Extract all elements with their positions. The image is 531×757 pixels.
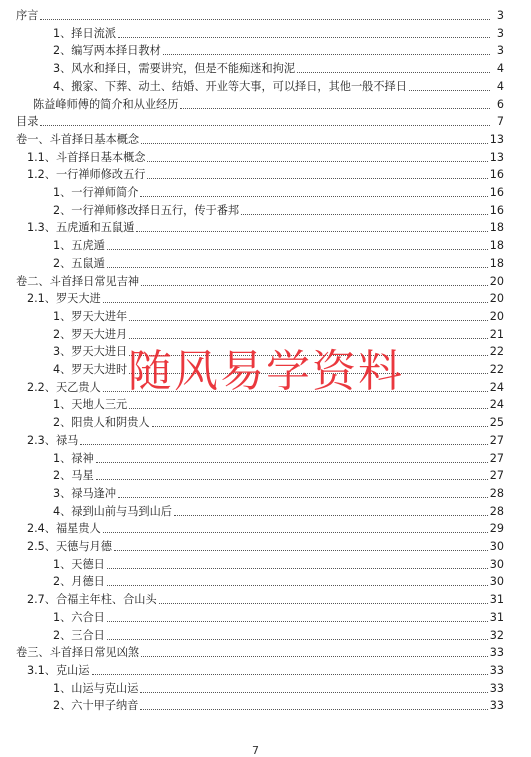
- toc-entry[interactable]: [53, 201, 504, 218]
- toc-entry-title: 2.1、罗天大进: [27, 292, 101, 306]
- toc-entry-page: 25: [489, 416, 504, 430]
- toc-entry-page: 33: [489, 681, 504, 695]
- toc-entry-page: 28: [489, 486, 504, 500]
- toc-dot-leader: [241, 214, 488, 215]
- toc-dot-leader: [136, 231, 487, 232]
- toc-entry-title: 2、三合日: [53, 628, 105, 642]
- toc-entry[interactable]: [53, 24, 504, 41]
- toc-dot-leader: [297, 72, 490, 73]
- page-number: 7: [252, 744, 259, 757]
- toc-entry-title: 1、禄神: [53, 451, 94, 465]
- toc-dot-leader: [118, 497, 488, 498]
- toc-entry[interactable]: [53, 608, 504, 625]
- toc-dot-leader: [129, 338, 488, 339]
- toc-entry-page: 32: [489, 628, 504, 642]
- toc-entry[interactable]: [27, 289, 504, 306]
- toc-entry-title: 1、一行禅师简介: [53, 186, 139, 199]
- toc-dot-leader: [107, 639, 488, 640]
- toc-entry[interactable]: [16, 6, 504, 23]
- toc-dot-leader: [107, 267, 488, 268]
- toc-entry-title: 2、阳贵人和阴贵人: [53, 416, 150, 430]
- toc-entry-title: 2、月德日: [53, 575, 105, 589]
- toc-dot-leader: [92, 674, 488, 675]
- toc-entry[interactable]: [53, 395, 504, 412]
- toc-entry-page: 3: [496, 9, 504, 22]
- toc-dot-leader: [103, 302, 488, 303]
- toc-entry-title: 4、罗天大进时: [53, 363, 128, 376]
- toc-entry-title: 2.3、禄马: [27, 433, 79, 447]
- toc-entry-page: 22: [489, 345, 504, 359]
- toc-dot-leader: [140, 709, 487, 710]
- toc-entry-title: 3、禄马逢冲: [53, 486, 117, 500]
- toc-entry-page: 33: [489, 663, 504, 677]
- toc-entry-title: 2、一行禅师修改择日五行，传于番邦: [53, 203, 240, 217]
- toc-entry[interactable]: [53, 183, 504, 200]
- toc-entry-page: 3: [496, 44, 504, 58]
- toc-entry[interactable]: [16, 112, 504, 129]
- toc-dot-leader: [107, 621, 488, 622]
- toc-entry-page: 4: [496, 62, 504, 76]
- toc-entry[interactable]: [53, 41, 504, 58]
- toc-entry-page: 18: [489, 221, 504, 235]
- toc-entry-page: 18: [489, 256, 504, 270]
- toc-dot-leader: [163, 54, 490, 55]
- toc-entry-title: 陈益峰师傅的简介和从业经历: [33, 97, 179, 111]
- toc-entry-title: 1、五虎遁: [53, 239, 105, 253]
- toc-dot-leader: [141, 143, 488, 144]
- toc-entry[interactable]: [27, 148, 504, 165]
- toc-dot-leader: [40, 125, 490, 126]
- toc-entry-title: 2.2、天乙贵人: [27, 380, 101, 394]
- toc-entry[interactable]: [16, 643, 504, 660]
- toc-entry[interactable]: [53, 572, 504, 589]
- toc-entry[interactable]: [53, 236, 504, 253]
- toc-dot-leader: [80, 444, 487, 445]
- toc-entry[interactable]: [27, 537, 504, 554]
- toc-entry-page: 7: [496, 115, 504, 129]
- toc-entry[interactable]: [53, 59, 504, 76]
- toc-dot-leader: [141, 285, 488, 286]
- toc-entry-title: 序言: [16, 9, 39, 22]
- toc-entry-title: 3.1、克山运: [27, 663, 90, 677]
- toc-dot-leader: [129, 320, 488, 321]
- toc-entry-page: 6: [496, 97, 504, 111]
- toc-entry-title: 2、编写两本择日教材: [53, 44, 161, 58]
- toc-entry-page: 18: [489, 239, 504, 253]
- toc-dot-leader: [147, 161, 487, 162]
- toc-entry-page: 22: [489, 363, 504, 376]
- toc-entry-title: 卷二、斗首择日常见吉神: [16, 274, 140, 288]
- toc-entry[interactable]: [27, 590, 504, 607]
- toc-entry[interactable]: [53, 307, 504, 324]
- toc-dot-leader: [96, 462, 488, 463]
- toc-dot-leader: [140, 692, 487, 693]
- toc-entry[interactable]: [16, 272, 504, 289]
- toc-entry-title: 2.7、合福主年柱、合山头: [27, 593, 157, 607]
- toc-dot-leader: [96, 479, 488, 480]
- toc-entry-page: 20: [489, 309, 504, 323]
- toc-entry[interactable]: [33, 95, 504, 112]
- toc-dot-leader: [40, 19, 490, 20]
- toc-entry-title: 1.1、斗首择日基本概念: [27, 150, 146, 164]
- toc-entry[interactable]: [53, 626, 504, 643]
- toc-dot-leader: [147, 178, 487, 179]
- toc-dot-leader: [103, 532, 488, 533]
- toc-entry[interactable]: [27, 661, 504, 678]
- toc-entry-page: 4: [496, 79, 504, 93]
- toc-entry-page: 33: [489, 646, 504, 660]
- toc-entry[interactable]: [53, 325, 504, 342]
- toc-dot-leader: [141, 656, 488, 657]
- watermark-text: 随风易学资料: [128, 346, 404, 397]
- toc-entry-page: 16: [489, 203, 504, 217]
- toc-dot-leader: [129, 408, 488, 409]
- toc-dot-leader: [152, 426, 488, 427]
- toc-entry[interactable]: [27, 218, 504, 235]
- toc-entry[interactable]: [53, 484, 504, 501]
- toc-entry[interactable]: [53, 555, 504, 572]
- toc-dot-leader: [118, 37, 490, 38]
- toc-entry-page: 20: [489, 274, 504, 288]
- toc-entry-page: 16: [489, 186, 504, 199]
- toc-entry-page: 24: [489, 380, 504, 394]
- toc-entry-page: 16: [489, 168, 504, 182]
- toc-entry[interactable]: [53, 466, 504, 483]
- toc-entry[interactable]: [53, 502, 504, 519]
- toc-entry-title: 2、罗天大进月: [53, 327, 128, 341]
- toc-entry[interactable]: [27, 519, 504, 536]
- toc-entry-page: 31: [489, 610, 504, 624]
- toc-entry-page: 13: [489, 150, 504, 164]
- toc-dot-leader: [409, 90, 490, 91]
- toc-entry-title: 2、五鼠遁: [53, 256, 105, 270]
- toc-dot-leader: [107, 249, 488, 250]
- toc-entry-page: 30: [489, 540, 504, 553]
- toc-entry-page: 29: [489, 522, 504, 536]
- toc-entry-page: 3: [496, 26, 504, 40]
- toc-dot-leader: [114, 550, 488, 551]
- toc-entry-title: 1、择日流派: [53, 26, 117, 40]
- toc-entry-page: 30: [489, 575, 504, 589]
- toc-entry-page: 33: [489, 699, 504, 713]
- toc-entry-title: 4、搬家、下葬、动土、结婚、开业等大事，可以择日，其他一般不择日: [53, 79, 407, 93]
- toc-entry[interactable]: [27, 431, 504, 448]
- toc-dot-leader: [107, 585, 488, 586]
- toc-entry-page: 24: [489, 398, 504, 412]
- toc-entry[interactable]: [27, 165, 504, 182]
- toc-entry[interactable]: [53, 254, 504, 271]
- toc-entry-page: 27: [489, 451, 504, 465]
- toc-entry[interactable]: [53, 679, 504, 696]
- toc-entry-title: 卷一、斗首择日基本概念: [16, 132, 140, 146]
- toc-entry-title: 2、马星: [53, 469, 94, 483]
- toc-entry-title: 1、天地人三元: [53, 398, 128, 412]
- toc-entry-title: 1.2、一行禅师修改五行: [27, 168, 146, 182]
- toc-entry-page: 27: [489, 469, 504, 483]
- toc-entry[interactable]: [53, 696, 504, 713]
- toc-entry[interactable]: [53, 77, 504, 94]
- toc-dot-leader: [159, 603, 488, 604]
- toc-entry-title: 3、风水和择日，需要讲究，但是不能痴迷和拘泥: [53, 62, 296, 76]
- toc-entry-title: 4、禄到山前与马到山后: [53, 504, 172, 518]
- toc-entry-title: 1、山运与克山运: [53, 681, 139, 695]
- toc-entry-title: 2.4、福星贵人: [27, 522, 101, 536]
- toc-entry-title: 1、天德日: [53, 557, 105, 571]
- toc-entry-page: 13: [489, 132, 504, 146]
- toc-entry-title: 目录: [16, 115, 39, 129]
- toc-entry-title: 2.5、天德与月德: [27, 540, 112, 553]
- toc-dot-leader: [180, 108, 490, 109]
- toc-entry-page: 27: [489, 433, 504, 447]
- toc-entry-title: 3、罗天大进日: [53, 345, 128, 359]
- toc-entry-title: 1、罗天大进年: [53, 309, 128, 323]
- toc-entry-title: 1.3、五虎遁和五鼠遁: [27, 221, 135, 235]
- toc-entry-page: 31: [489, 593, 504, 607]
- toc-dot-leader: [140, 196, 487, 197]
- toc-entry[interactable]: [16, 130, 504, 147]
- toc-entry[interactable]: [53, 413, 504, 430]
- toc-entry-title: 1、六合日: [53, 610, 105, 624]
- toc-dot-leader: [174, 515, 488, 516]
- toc-entry-page: 21: [489, 327, 504, 341]
- toc-entry-page: 20: [489, 292, 504, 306]
- toc-dot-leader: [107, 568, 488, 569]
- toc-entry-title: 卷三、斗首择日常见凶煞: [16, 646, 140, 660]
- toc-entry-page: 28: [489, 504, 504, 518]
- toc-entry[interactable]: [53, 449, 504, 466]
- toc-entry-page: 30: [489, 557, 504, 571]
- toc-entry-title: 2、六十甲子纳音: [53, 699, 139, 713]
